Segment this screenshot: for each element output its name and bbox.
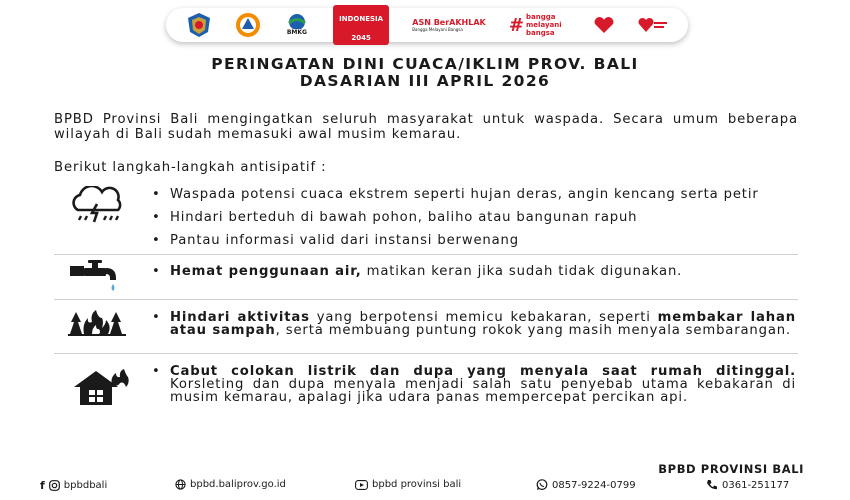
bmkg-logo-label: BMKG (286, 29, 307, 36)
bmkg-logo (284, 12, 310, 38)
bullet-text: Pantau informasi valid dari instansi berwenang (170, 233, 519, 248)
list-item: • Pantau informasi valid dari instansi berwenang (152, 233, 519, 248)
indonesia-2045-label: INDONESIA 2045 (339, 15, 384, 42)
bullet-bold-text: membakar lahan atau sampah (170, 310, 796, 338)
footer-social[interactable] (40, 479, 107, 492)
bullet-text: , serta membuang puntung rokok yang masih menyala sembarangan. (275, 323, 792, 338)
asn-berakhlak-sub: Bangga Melayani Bangsa (412, 26, 463, 32)
bullet-text: Korsleting dan dupa menyala menjadi salah satu penyebab utama kebakaran di musim kemarau, apalagi jika udara panas mempercepat percikan api. (170, 377, 796, 405)
bullet-bold-text: Hemat penggunaan air, (170, 264, 362, 279)
footer-youtube[interactable] (355, 479, 461, 490)
section-divider (54, 254, 798, 255)
bullet-text: yang berpotensi memicu kebakaran, seperti (309, 310, 658, 325)
footer-whatsapp[interactable] (536, 479, 636, 491)
bullet-text: matikan keran jika sudah tidak digunakan. (361, 264, 683, 279)
list-item: • Cabut colokan listrik dan dupa yang menyala saat rumah ditinggal. Korsleting dan dupa menyala menjadi salah satu penyebab utama kebakaran di musim kemarau, apalagi jika udara panas mempercepat percikan api. (152, 364, 796, 405)
website-url: bpbd.baliprov.go.id (190, 479, 286, 490)
instagram-icon (49, 480, 60, 491)
section-divider (54, 299, 798, 300)
bullet-bold-text: Hindari aktivitas (170, 310, 310, 325)
title-line-1: PERINGATAN DINI CUACA/IKLIM PROV. BALI (211, 55, 639, 73)
intro-paragraph: BPBD Provinsi Bali mengingatkan seluruh masyarakat untuk waspada. Secara umum beberapa wilayah di Bali sudah memasuki awal musim kemarau. (54, 112, 798, 142)
page-title (0, 56, 850, 90)
hashtag-icon: # (508, 14, 525, 36)
water-tap-icon (70, 260, 122, 298)
footer-contact-bar (0, 475, 850, 495)
footer-organization: BPBD PROVINSI BALI (658, 462, 804, 476)
bangga-melayani-label: bangga melayani bangsa (526, 13, 562, 37)
steps-heading: Berikut langkah-langkah antisipatif : (54, 160, 327, 175)
whatsapp-number: 0857-9224-0799 (552, 479, 636, 491)
forest-fire-icon (68, 308, 126, 340)
list-item: • Waspada potensi cuaca ekstrem seperti hujan deras, angin kencang serta petir (152, 187, 759, 202)
partner-logo-bar (166, 8, 688, 42)
youtube-icon (355, 480, 368, 490)
title-line-2: DASARIAN III APRIL 2026 (299, 72, 551, 90)
social-handle: bpbdbali (63, 480, 108, 491)
bullet-text: Waspada potensi cuaca ekstrem seperti hujan deras, angin kencang serta petir (170, 187, 759, 202)
storm-cloud-icon (66, 186, 132, 230)
asn-berakhlak-label: ASN BerAKHLAK (412, 17, 486, 27)
footer-phone[interactable] (706, 479, 789, 491)
list-item: • Hindari aktivitas yang berpotensi memicu kebakaran, seperti membakar lahan atau sampah, serta membuang puntung rokok yang masih menyala sembarangan. (152, 310, 796, 338)
bullet-text: Hindari berteduh di bawah pohon, baliho atau bangunan rapuh (170, 210, 638, 225)
list-item: • Hemat penggunaan air, matikan keran jika sudah tidak digunakan. (152, 264, 683, 279)
house-fire-icon (72, 369, 132, 409)
indonesia-emas-2045-logo (333, 12, 389, 42)
heart-logo-2 (638, 12, 668, 38)
bullet-bold-text: Cabut colokan listrik dan dupa yang menyala saat rumah ditinggal. (170, 364, 796, 379)
globe-icon (175, 479, 186, 490)
phone-number: 0361-251177 (722, 479, 790, 491)
asn-berakhlak-logo (412, 12, 485, 38)
phone-icon (706, 479, 718, 491)
youtube-channel: bpbd provinsi bali (372, 479, 462, 490)
footer-website[interactable] (175, 479, 286, 490)
pemprov-bali-logo (186, 12, 212, 38)
bangga-melayani-bangsa-logo (509, 12, 570, 38)
facebook-icon: f (40, 479, 45, 492)
heart-logo-1 (593, 12, 615, 38)
whatsapp-icon (536, 479, 548, 491)
bpbd-logo (235, 12, 261, 38)
list-item: • Hindari berteduh di bawah pohon, baliho atau bangunan rapuh (152, 210, 638, 225)
section-divider (54, 353, 798, 354)
